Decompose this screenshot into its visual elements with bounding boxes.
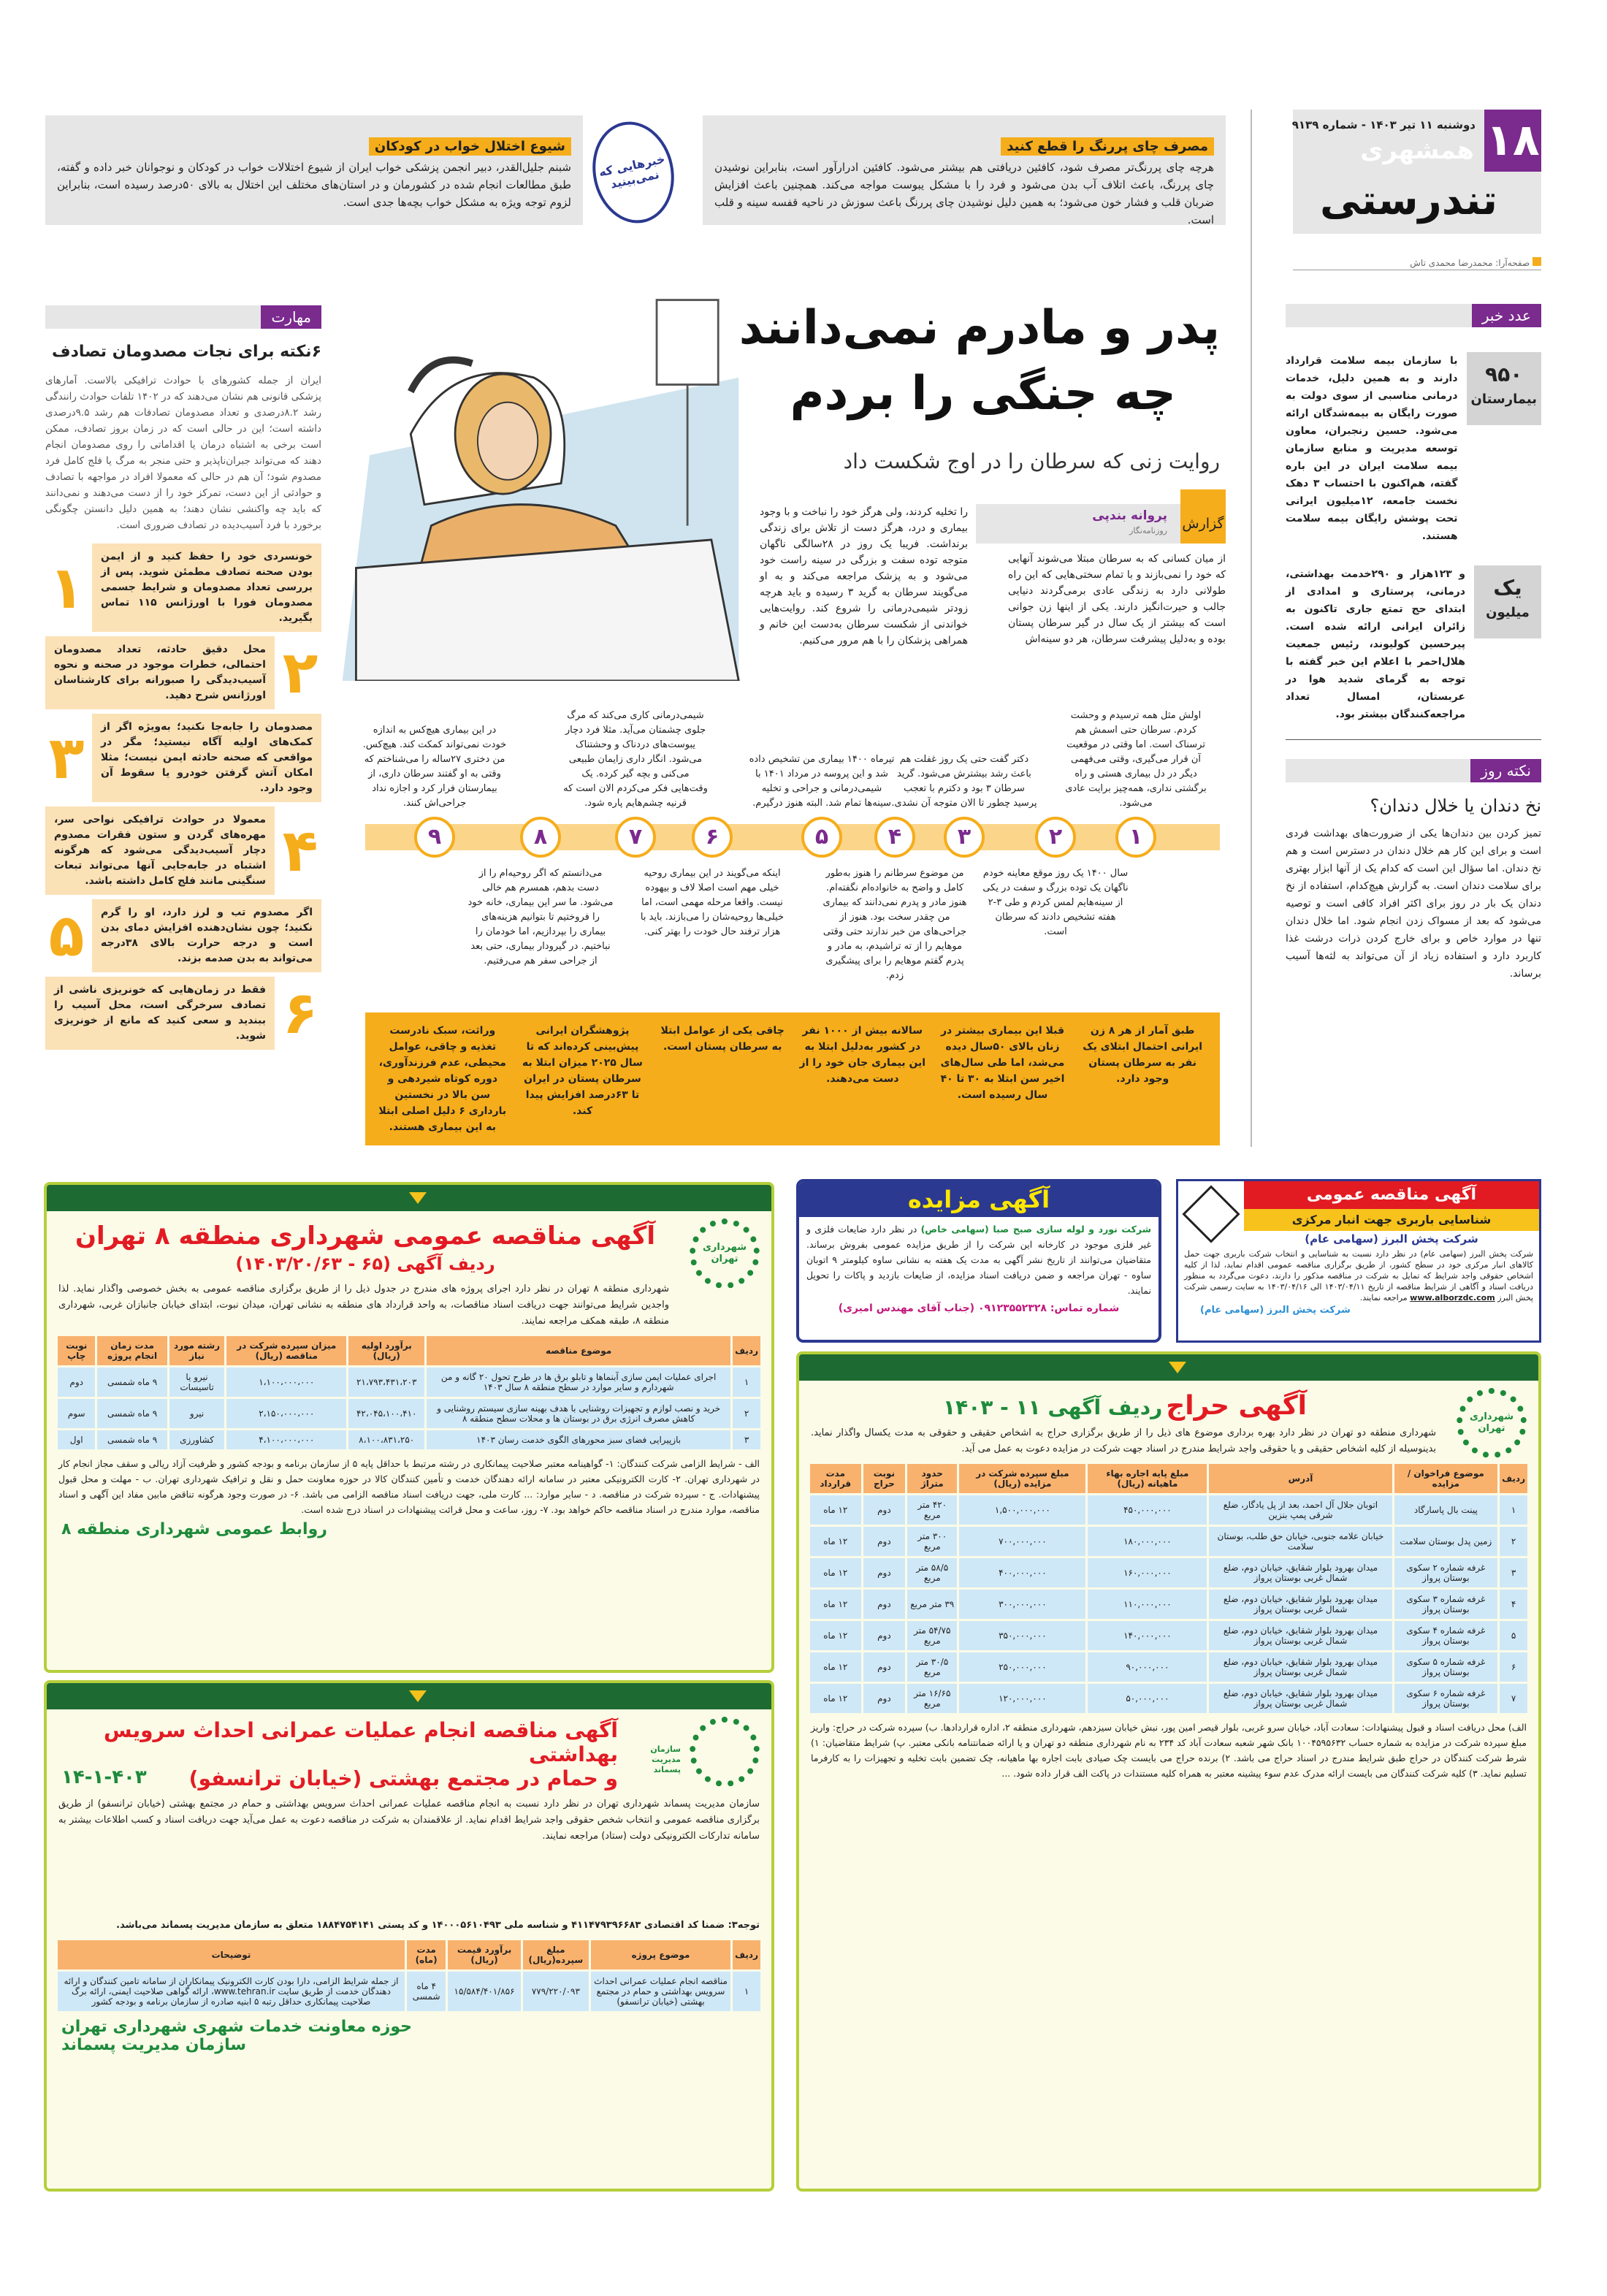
table-header: مبلغ سپرده(ریال) [523,1940,589,1969]
author-name: پروانه بندپی [1092,508,1167,523]
tip-card [45,806,321,895]
author-role: روزنامه‌نگار [1129,526,1167,535]
table-cell: میدان بهرود بلوار شقایق، خیابان دوم، ضلع شمال غربی بوستان پرواز [1209,1621,1392,1650]
tehran-municipality-seal: شهرداری تهران [690,1218,760,1289]
feature-col-1: از میان کسانی که به سرطان مبتلا می‌شوند آنهایی که خود را نمی‌بازند و با تمام سختی‌هایی که این راه طولانی دارد به زندگی عادی برمی‌گردند دنیایی جالب و حیرت‌انگیز دارند. یکی از اینها زن جوانی است که بیشتر از یک سال در گیر سرطان پستان بوده و به‌دلیل پیشرفت سرطان، هر دو سینه‌اش [1008,553,1226,645]
table-cell: بازپیرایی فضای سبز محورهای الگوی خدمت رسان ۱۴۰۳ [427,1430,730,1449]
page-number: ۱۸ [1484,110,1541,172]
table-header: ردیف [1500,1464,1527,1493]
skill-article [45,305,321,1054]
ad-subtitle: ردیف آگهی (۶۵ - ۱۴۰۳/۲۰/۶۳) [235,1254,495,1274]
brief-kicker: مصرف چای پررنگ را قطع کنید [1001,137,1214,156]
table-header: موضوع پروژه [591,1940,730,1969]
table-cell: ۱۲ ماه [810,1527,861,1556]
ad-intro: شهرداری منطقه ۸ تهران در نظر دارد اجرای پروژه های مندرج در جدول ذیل را از طریق برگزاری مناقصه عمومی به بخش خصوصی واگذار نماید. لذا واجدین شرایط می‌توانند جهت دریافت اسناد مناقصات، به واحد قرارداد های منطقه به نشانی تهران، میدان نبوت، ابتدای خیابان جانبازان غربی، شهرداری منطقه ۸، طبقه همکف مراجعه نمایند. [58,1284,669,1327]
number-news [1286,304,1541,723]
headline-line-1: پدر و مادرم نمی‌دانند [738,301,1220,355]
table-cell: ۱۲ ماه [810,1590,861,1619]
table-cell: ۶ [1500,1652,1527,1682]
timeline-step-number: ۸ [520,817,561,858]
table-cell: غرفه شماره ۴ سکوی بوستان پرواز [1394,1621,1498,1650]
tip-text-box [45,806,275,895]
table-cell: ۱ [1500,1495,1527,1525]
fact-item: پژوهشگران ایرانی پیش‌بینی کرده‌اند که تا سال ۲۰۲۵ میزان ابتلا به سرطان پستان در ایران تا ۶۳درصد افزایش پیدا کند. [522,1025,643,1117]
table-row [810,1527,1527,1556]
table-cell: ۴۲۰ متر مربع [907,1495,957,1525]
table-cell: کشاورزی [169,1430,224,1449]
brief-child-sleep [45,115,583,225]
timeline-step-text: می‌دانستم که اگر روحیه‌ام را از دست بدهم، همسرم هم خالی می‌شود. ما سر این بیماری، خانه خود را فروختیم تا بتوانیم هزینه‌های بیماری را بپردازیم، اما خودمان را نباختیم. در گیرودار بیماری، حتی بعد از جراحی سفر هم می‌رفتیم. [467,868,614,966]
ad-region2-auction [796,1351,1541,2192]
ad-body-end: مراجعه نمایند. [1359,1293,1408,1303]
table-cell: ۷۷۹/۲۲۰/۰۹۳ [523,1972,589,2011]
badge-text: خبرهایی که نمی‌بینید [598,151,666,191]
feature-headline [739,295,1220,427]
table-cell: ۵۰,۰۰۰,۰۰۰ [1088,1684,1207,1713]
divider [1286,739,1541,740]
table-cell: میدان بهرود بلوار شقایق، خیابان دوم، ضلع شمال غربی بوستان پرواز [1209,1684,1392,1713]
table-cell: غرفه شماره ۵ سکوی بوستان پرواز [1394,1652,1498,1682]
illustration-patient [329,272,752,681]
table-row [58,1399,760,1428]
fact-item: چاقی یکی از عوامل ابتلا به سرطان پستان است. [660,1025,785,1053]
table-cell: غرفه شماره ۳ سکوی بوستان پرواز [1394,1590,1498,1619]
timeline-step-number: ۲ [1035,817,1076,858]
fact-item: وراثت، سبک نادرست تغذیه و چاقی، عوامل محیطی، عدم فرزندآوری، دوره کوتاه شیردهی و سن بالا در نخستین بارداری ۶ دلیل اصلی ابتلا به این بیماری هستند. [378,1025,507,1133]
table-cell: دوم [863,1527,906,1556]
tip-number: ۶ [282,979,318,1047]
waste-table [56,1938,763,2013]
table-header: نوبت حراج [863,1464,906,1493]
table-cell: ۵ [1500,1621,1527,1650]
section-tag: مهارت [261,305,321,329]
timeline-step-text: دکتر گفت حتی یک روز غفلت هم باعث رشد بیشترش می‌شود. گرید سرطان ۳ بود و دکترم با تعجب پرسید چطور تا الان متوجه آن نشدی. [891,754,1037,809]
table-cell: میدان بهرود بلوار شقایق، خیابان دوم، ضلع شمال غربی بوستان پرواز [1209,1652,1392,1682]
table-cell: ۳۹ متر مربع [907,1590,957,1619]
table-cell: دوم [863,1652,906,1682]
table-cell: ۱ [733,1972,760,2011]
ad-conditions: الف) محل دریافت اسناد و قبول پیشنهادات: سعادت آباد، خیابان سرو غربی، بلوار قیصر امین پور، نبش خیابان سیزدهم، شهرداری منطقه ۲، اداره قراردادها. ب) سپرده شرکت در حراج: واریز مبلغ سپرده شرکت در مزایده به شماره حساب ۱۰۰۴۵۹۵۶۳۲ بانک شهر شعبه سعادت آباد کد ۲۳۴ به نام شهرداری منطقه دو تهران و یا ارائه ضمانتنامه بانکی معتبر. پ) شرایط متقاضیان: ۱) شرط شرکت کنندگان در حراج طبق شرایط مندرج در اسناد حراج می باشد. ۲) برنده حراج می بایست چک صیادی بابت اجاره بها ماهیانه، چک تضمین بابت تخلیه و تجهیزات را به کارفرما تسلیم نماید. ۳) کلیه شرکت کنندگان می بایست ارائه مدرک عدم سوء پیشینه معتبر به همراه کلیه مستندات در پاکت الف قرار داده شود. ... [811,1722,1527,1779]
skill-intro: ایران از جمله کشورهای با حوادث ترافیکی بالاست. آمارهای پزشکی قانونی هم نشان می‌دهند که در ۱۴۰۲ تلفات حوادث رانندگی رشد ۸.۲درصدی و تعداد مصدومان تصادفات هم رشد ۹.۵درصدی داشته است؛ این در حالی است که در زمان بروز تصادف، ممکن است برخی به اشتباه درمان یا اقداماتی را روی مصدومان انجام دهند که می‌تواند جبران‌ناپذیر و حتی منجر به مرگ یا فلج کامل فرد مصدوم شود؛ آن هم در حالی که معمولا افراد در مواجهه با تصادف و حوادثی از این دست، تمرکز خود را از دست می‌دهند و نمی‌دانند که باید چه واکنشی نشان دهند؛ به همین دلیل دانستن چگونگی برخورد با فرد آسیب‌دیده در تصادف ضروری است. [45,375,321,531]
table-cell: نیرو [169,1399,224,1428]
tip-text: معمولا در حوادث ترافیکی نواحی سر، مهره‌های گردن و ستون فقرات مصدوم دچار آسیب‌دیدگی می‌شود که هرگونه اشتباه در جابه‌جایی آنها می‌تواند تبعات سنگینی مانند فلج کامل داشته باشد. [54,814,266,887]
table-row [58,1430,760,1449]
table-header: ردیف [733,1940,760,1969]
tip-card [45,977,321,1050]
ad-contact: شماره تماس: ۰۹۱۲۳۵۵۲۳۲۸ (جناب آقای مهندس امیری) [838,1303,1120,1314]
timeline-step-text: سال ۱۴۰۰ یک روز موقع معاینه خودم ناگهان یک توده بزرگ و سفت در یکی از سینه‌هایم لمس کردم و طی ۳-۲ هفته تشخیص دادند که سرطان است. [982,868,1129,937]
table-cell: دوم [863,1684,906,1713]
number-body: و ۱۲۳هزار و ۲۹۰خدمت بهداشتی، درمانی، پرستاری و امدادی از ابتدای حج تمتع جاری تاکنون به زائران ایرانی ارائه شده است. پیرحسین کولیوند، رئیس جمعیت هلال‌احمر با اعلام این خبر گفته با توجه به گرمای شدید هوا در عربستان، امسال تعداد مراجعه‌کنندگان بیشتر بود. [1286,568,1466,720]
table-cell: ۴ ماه شمسی [407,1972,446,2011]
headline-line-2: چه جنگی را بردم [790,367,1176,421]
report-label: گزارش [1180,489,1226,544]
table-cell: سوم [58,1399,95,1428]
ad-intro: شهرداری منطقه دو تهران در نظر دارد بهره برداری موضوع های ذیل را از طریق برگزاری حراج به اشخاص حقیقی و حقوقی به مدت یکسال واگذار نماید. بدینوسیله از کلیه اشخاص حقیقی و یا حقوقی واجد شرایط مندرج در اسناد جهت شرکت در مزایده دعوت به عمل می آید. [811,1427,1436,1454]
table-cell: غرفه شماره ۲ سکوی بوستان پرواز [1394,1558,1498,1587]
table-cell: دوم [863,1621,906,1650]
table-cell: ۹ ماه شمسی [97,1368,167,1397]
ad-signature: شرکت پخش البرز (سهامی عام) [1200,1305,1351,1316]
date-line: دوشنبه ۱۱ تیر ۱۴۰۳ - شماره ۹۱۳۹ [1291,118,1476,131]
ad-body: شرکت پخش البرز (سهامی عام) در نظر دارد نسبت به شناسایی و انتخاب شرکت باربری جهت حمل کالاهای انبار مرکزی خود در سطح کشور، از طریق برگزاری مناقصه عمومی اقدام نماید، لذا از کلیه اشخاص حقوقی واجد شرایط که تمایل به شرکت در مناقصه مذکور را دارند، دعوت می‌گردد به منظور دریافت اسناد و آگاهی از شرایط مناقصه از تاریخ ۱۴۰۳/۰۴/۱۱ الی ۱۴۰۳/۰۴/۱۶ به سایت رسمی شرکت پخش البرز [1184,1249,1533,1303]
table-header: مدت (ماه) [407,1940,446,1969]
table-cell: ۲۵۰,۰۰۰,۰۰۰ [959,1652,1085,1682]
table-cell: ۱۲۰,۰۰۰,۰۰۰ [959,1684,1085,1713]
table-cell: ۱۶/۶۵ متر مربع [907,1684,957,1713]
ad-website[interactable]: www.alborzdc.com [1410,1293,1495,1303]
table-header: مبلغ پایه اجاره بهاء ماهیانه (ریال) [1088,1464,1207,1493]
skill-title: ۶نکته برای نجات مصدومان تصادف [52,343,321,361]
ad-auction-sobh-saba [796,1179,1161,1343]
table-cell: ۳۰۰,۰۰۰,۰۰۰ [959,1590,1085,1619]
table-cell: ۹ ماه شمسی [97,1430,167,1449]
tip-number: ۱ [48,553,85,622]
fact-item: طبق آمار از هر ۸ زن ایرانی احتمال ابتلای یک نفر به سرطان پستان وجود دارد. [1083,1025,1203,1085]
table-header: آدرس [1209,1464,1392,1493]
table-cell: ۲۱،۷۹۳،۴۳۱،۲۰۳ [348,1368,424,1397]
timeline-step-number: ۱ [1115,817,1156,858]
tip-text: خونسردی خود را حفظ کنید و از ایمن بودن صحنه تصادف مطمئن شوید. پس از بررسی تعداد مصدومان و شرایط جسمی مصدومان فورا با اورژانس ۱۱۵ تماس بگیرید. [101,551,313,624]
table-cell: ۳۰/۵ متر مربع [907,1652,957,1682]
ad-alborz-tender [1176,1179,1541,1343]
badge-unseen-news [584,114,684,231]
table-row [810,1652,1527,1682]
table-cell: ۱ [733,1368,760,1397]
fact-item: قبلا این بیماری بیشتر در زنان بالای ۵۰سال دیده می‌شد، اما طی سال‌های اخیر سن ابتلا به ۳۰ تا ۴۰ سال رسیده است. [940,1025,1065,1101]
tip-of-day [1286,759,1541,983]
table-cell: ۱۱۰,۰۰۰,۰۰۰ [1088,1590,1207,1619]
number-item [1286,565,1541,723]
alborz-logo [1178,1181,1244,1247]
table-cell: اتوبان جلال آل احمد، بعد از پل یادگار، ضلع شرقی پمپ بنزین [1209,1495,1392,1525]
tip-card [45,714,321,802]
section-tag: نکته روز [1470,759,1541,782]
table-cell: اجرای عملیات ایمن سازی آبنماها و تابلو برق ها در طرح تحول ۲۰ گانه و من شهردارم و سایر موارد در سطح منطقه ۸ سال ۱۴۰۳ [427,1368,730,1397]
table-cell: دوم [863,1590,906,1619]
table-cell: ۱۲ ماه [810,1684,861,1713]
table-cell: ۱۲ ماه [810,1621,861,1650]
designer-name: صفحه‌آرا: محمدرضا محمدی تاش [1410,258,1530,268]
table-cell: ۱۶۰,۰۰۰,۰۰۰ [1088,1558,1207,1587]
table-header: موضوع فراخوان / مزایده [1394,1464,1498,1493]
table-cell: ۱۲ ماه [810,1652,861,1682]
table-header: حدود متراژ [907,1464,957,1493]
ad-waste-management-tender [44,1680,774,2192]
designer-credit [1293,257,1541,270]
table-cell: ۳ [1500,1558,1527,1587]
table-header: میزان سپرده شرکت در مناقصه (ریال) [226,1336,346,1365]
table-cell: ۹۰,۰۰۰,۰۰۰ [1088,1652,1207,1682]
table-cell: ۱۵/۵۸۴/۴۰۱/۸۵۶ [448,1972,520,2011]
ad-company: شرکت پخش البرز (سهامی عام) [1305,1232,1478,1246]
tip-text-box [45,636,275,709]
table-cell: ۷ [1500,1684,1527,1713]
table-cell: ۱۸۰,۰۰۰,۰۰۰ [1088,1527,1207,1556]
table-cell: ۳ [733,1430,760,1449]
table-cell: خیابان علامه جنوبی، خیابان حق طلب، بوستان سلامت [1209,1527,1392,1556]
ad-signature-1: حوزه معاونت خدمات شهری شهرداری تهران [61,2018,412,2036]
tip-number: ۲ [282,638,318,706]
auction-table [808,1462,1530,1715]
tip-number: ۵ [48,901,85,969]
table-row [810,1495,1527,1525]
table-cell: ۲ [733,1399,760,1428]
ad-subtitle: ردیف آگهی ۱۱ - ۱۴۰۳ [943,1395,1163,1419]
ad-subtitle: شناسایی باربری جهت انبار مرکزی [1244,1209,1539,1231]
table-row [58,1368,760,1397]
feature-col-2: را تخلیه کردند، ولی هرگز خود را نباخت و با وجود بیماری و درد، هرگز دست از تلاش برای زندگی برنداشت. فریبا یک روز در ۲۸سالگی ناگهان متوجه توده سفت و بزرگی در سینه راست خود می‌شود و به پزشک مراجعه می‌کند و به او می‌گویند سرطان به گرید ۳ رسیده و باید هرچه زودتر شیمی‌درمانی را شروع کند. روایت‌هایی خواندنی از شکست سرطان به‌دست این خانم و همراهی پزشکان را با هم مرور می‌کنیم. [760,506,968,647]
timeline-step-number: ۶ [692,817,733,858]
region8-table [56,1334,763,1452]
facts-box [365,1012,1220,1145]
ad-conditions: الف - شرایط الزامی شرکت کنندگان: ۱- گواهینامه معتبر صلاحیت پیمانکاری در رشته مرتبط با حداقل پایه ۵ از سازمان برنامه و بودجه کشور و ظرفیت آزاد ریالی و سقف مجاز انجام کار در شهرداری تهران. ۲- کارت الکترونیکی معتبر در سامانه ارائه دهندگان خدمت و تأمین کنندگان کالا در حوزه معاونت حمل و نقل و ترافیک شهرداری تهران. ب - مهلت و محل قبول پیشنهادات. ج - سپرده شرکت در مناقصه. د - سایر موارد: ... کارت ملی، جهت دریافت اسناد مناقصه الزامی می باشد. ۶- در صورت وجود هرگونه تناقض مابین مفاد این آگهی و اسناد مناقصه، موارد مندرج در اسناد مناقصه حاکم خواهد بود. ۷- روز، ساعت و محل قرائت پیشنهادات در اسناد درج شده است. [58,1458,760,1515]
table-cell: ۲ [1500,1527,1527,1556]
byline [976,504,1226,544]
table-cell: ۳۰۰ متر مربع [907,1527,957,1556]
tip-number: ۴ [282,816,318,885]
number-item [1286,352,1541,545]
timeline-step-number: ۷ [615,817,656,858]
table-header: مدت زمان انجام پروژه [97,1336,167,1365]
seal-caption: سازمان مدیریت پسماند [650,1744,681,1774]
tehran-municipality-seal [690,1717,760,1787]
table-row [58,1972,760,2011]
tip-number: ۳ [48,723,85,792]
table-header: نوبت چاپ [58,1336,95,1365]
table-cell: ۳۵۰,۰۰۰,۰۰۰ [959,1621,1085,1650]
tip-card [45,899,321,972]
tip-text: اگر مصدوم تب و لرز دارد، او را گرم نکنید؛ چون نشان‌دهنده افزایش دمای بدن است و درجه حرارت بالای ۳۸درجه می‌تواند به بدن صدمه بزند. [101,907,313,964]
ad-intro: سازمان مدیریت پسماند شهرداری تهران در نظر دارد نسبت به انجام مناقصه عملیات عمرانی احداث سرویس بهداشتی و حمام در مجتمع بهشتی (خیابان ترانسفو) از طریق برگزاری مناقصه عمومی و انتخاب شخص حقوقی واجد شرایط اقدام نماید. از علاقمندان به شرکت در مناقصه دعوت به عمل می‌آید جهت دریافت اسناد و کسب اطلاعات بیشتر به سامانه تدارکات الکترونیکی دولت (ستاد) مراجعه نمایند. [58,1799,760,1842]
timeline-step-number: ۵ [801,817,842,858]
table-row [810,1558,1527,1587]
table-cell: ۱،۱۰۰،۰۰۰،۰۰۰ [226,1368,346,1397]
timeline-step-number: ۳ [944,817,985,858]
table-header: توضیحات [58,1940,405,1969]
ad-title: آگهی مناقصه عمومی [1244,1181,1539,1209]
table-cell: نیرو یا تاسیسات [169,1368,224,1397]
table-cell: ۴۵۰,۰۰۰,۰۰۰ [1088,1495,1207,1525]
timeline-step-text: من موضوع سرطانم را هنوز به‌طور کامل و واضح به خانواده‌ام نگفته‌ام. هنوز مادر و پدرم نمی‌دانند که بیماری من چقدر سخت بود. هنوز از جراحی‌های من خبر ندارند حتی وقتی موهایم را از ته تراشیدم، به مادر و پدرم گفتم موهایم را برای پیشگیری زدم. [822,868,967,981]
patient-in-bed-illustration [329,272,752,681]
section-tag: عدد خبر [1472,304,1541,327]
masthead [1293,110,1541,234]
tips-list [45,544,321,1050]
ad-title: آگهی حراج [1166,1391,1307,1421]
tip-text-box [92,714,321,802]
brief-kicker: شیوع اختلال خواب در کودکان [369,137,571,156]
timeline-band [365,824,1220,850]
tip-text-box [45,977,275,1050]
table-row [810,1621,1527,1650]
number-value: ۹۵۰ [1485,362,1523,386]
number-value: یک [1493,576,1522,600]
timeline-step-text: شیمی‌درمانی کاری می‌کند که مرگ جلوی چشمتان می‌آید. مثلا فرد دچار یبوست‌های دردناک و وحشتناک می‌شود. انگار داری زایمان طبیعی می‌کنی و بچه گیر کرده. یک وقت‌هایی فکر می‌کردم الان است که قرنیه چشم‌هایم پاره شود. [563,710,708,809]
table-cell: ۱۴۰,۰۰۰,۰۰۰ [1088,1621,1207,1650]
ad-title: آگهی مزایده [799,1182,1159,1217]
ad-body: در نظر دارد ضایعات فلزی و غیر فلزی موجود در کارخانه این شرکت را از طریق مزایده عمومی بفروش برساند. متقاضیان می‌توانند از تاریخ نشر آگهی به مدت یک هفته به نشانی ساوه کیلومتر ۹ اتوبان ساوه - تهران مراجعه و ضمن دریافت اسناد مزایده، از ضایعات بازدید و پاکات را تحویل نمایند. [806,1224,1151,1296]
ad-title-line-1: آگهی مناقصه انجام عملیات عمرانی احداث سرویس بهداشتی [104,1718,618,1766]
table-cell: ۲،۱۵۰،۰۰۰،۰۰۰ [226,1399,346,1428]
timeline-step-text: تیرماه ۱۴۰۰ بیماری من تشخیص داده شد و این پروسه در مرداد ۱۴۰۱ با شیمی‌درمانی و جراحی و تخلیه سینه‌ها تمام شد. البته هنوز درگیرم. [749,754,895,809]
fact-item: سالانه بیش از ۱۰۰۰ نفر در کشور به‌دلیل ابتلا به این بیماری جان خود را از دست می‌دهند. [799,1025,926,1085]
brief-body: شبنم جلیل‌القدر، دبیر انجمن پزشکی خواب ایران از شیوع اختلالات خواب در کودکان و نوجوانان خبر داده و گفته، طبق مطالعات انجام شده در کشورمان و در استان‌های مختلف این اختلال به بالای ۵۰درصد رسیده است، بنابراین لزوم توجه ویژه به مشکل خواب بچه‌ها جدی است. [57,161,572,209]
tehran-municipality-seal: شهرداری تهران [1457,1388,1527,1458]
table-header: برآورد قیمت (ریال) [448,1940,520,1969]
timeline-step-text: در این بیماری هیچ‌کس به اندازه خودت نمی‌تواند کمکت کند. هیچ‌کس. من دختری ۲۷ساله را می‌شناختم که وقتی به او گفتند سرطان داری، از بیمارستان فرار کرد و اجازه نداد جراحی‌اش کنند. [362,725,507,809]
table-row [810,1684,1527,1713]
ad-signature-2: سازمان مدیریت پسماند [61,2036,246,2054]
table-cell: دوم [863,1495,906,1525]
ad-title: آگهی مناقصه عمومی شهرداری منطقه ۸ تهران [75,1221,655,1251]
tip-text: فقط در زمان‌هایی که خونریزی ناشی از تصادف سرخرگی است، محل آسیب را ببندید و سعی کنید که مانع از خونریزی شوید. [54,984,266,1042]
table-cell: ۴۰۰,۰۰۰,۰۰۰ [959,1558,1085,1587]
table-header: ردیف [733,1336,760,1365]
timeline-step-text: اینکه می‌گویند در این بیماری روحیه خیلی مهم است اصلا لاف و بیهوده نیست. واقعا مرحله مهمی است، اما خیلی‌ها روحیه‌شان را می‌بازند. باید با هزار ترفند حال خودت را بهتر کنی. [640,868,785,937]
table-header: مدت قرارداد [810,1464,861,1493]
tip-text-box [92,544,321,632]
paper-logo: همشهری [1360,136,1474,165]
tip-text-box [92,899,321,972]
timeline-step-text: اولش مثل همه ترسیدم و وحشت کردم. سرطان حتی اسمش هم ترسناک است. اما وقتی در موقعیت آن قرار می‌گیری، وقتی می‌فهمی دیگر در دل بیماری هستی و راه برگشتی نداری، همه‌چیز برایت عادی می‌شود. [1065,710,1207,809]
table-cell: زمین پدل بوستان سلامت [1394,1527,1498,1556]
table-cell: ۸،۱۰۰،۸۳۱،۲۵۰ [348,1430,424,1449]
table-cell: مناقصه انجام عملیات عمرانی احداث سرویس بهداشتی و حمام در مجتمع بهشتی (خیابان ترانسفو) [591,1972,730,2011]
ad-title-line-2: و حمام در مجتمع بهشتی (خیابان ترانسفو) [188,1766,618,1790]
section-title: تندرستی [1319,177,1497,224]
timeline-step-number: ۴ [874,817,915,858]
table-cell: ۴،۱۰۰،۰۰۰،۰۰۰ [226,1430,346,1449]
table-row [810,1590,1527,1619]
ad-company: شرکت نورد و لوله سازی صبح صبا (سهامی خاص) [920,1224,1151,1235]
table-header: رشته مورد نیاز [169,1336,224,1365]
table-header: مبلغ سپرده شرکت در مزایده (ریال) [959,1464,1085,1493]
feature-subtitle: روایت زنی که سرطان را در اوج شکست داد [843,449,1220,473]
column-rule [1251,110,1252,1147]
number-unit: میلیون [1486,605,1530,620]
table-cell: میدان بهرود بلوار شقایق، خیابان دوم، ضلع شمال غربی بوستان پرواز [1209,1590,1392,1619]
tip-card [45,544,321,632]
number-body: با سازمان بیمه سلامت قرارداد دارند و به همین دلیل، خدمات درمانی مناسبی از سوی دولت به صورت رایگان به بیمه‌شدگان ارائه می‌شود. حسین رنجبران، معاون توسعه مدیریت و منابع سازمان بیمه سلامت ایران در این باره گفته، هم‌اکنون با احتساب ۳ دهک نخست جامعه، ۱۲میلیون ایرانی تحت پوشش رایگان بیمه سلامت هستند. [1286,355,1458,542]
table-cell: ۹ ماه شمسی [97,1399,167,1428]
table-cell: دوم [58,1368,95,1397]
table-cell: ۵۸/۵ متر مربع [907,1558,957,1587]
tip-text: مصدومان را جابه‌جا نکنید؛ به‌ویژه اگر از کمک‌های اولیه آگاه نیستید؛ مگر در مواقعی که صحنه حادثه ایمن نیست؛ مثلا امکان آتش گرفتن خودرو یا سقوط آن وجود دارد. [101,721,313,794]
ad-code: ۱۴-۱-۴۰۳ [61,1766,147,1788]
tip-body: تمیز کردن بین دندان‌ها یکی از ضرورت‌های بهداشت فردی است و برای این کار هم خلال دندان در دسترس است و هم نخ دندان. اما سؤال این است که کدام یک از آنها ابزار بهتری برای سلامت دندان است. به گزارش هیچ‌کدام، استفاده از نخ دندان یک بار در روز برای اکثر افراد کافی است و توصیه می‌شود که بعد از مسواک زدن انجام شود. اما خلال دندان تنها در موارد خاص و برای خارج کردن ذرات درشت غذا کاربرد دارد و استفاده زیاد از آن می‌تواند به لثه‌ها آسیب برساند. [1286,828,1541,980]
table-cell: ۷۰۰,۰۰۰,۰۰۰ [959,1527,1085,1556]
table-header: برآورد اولیه (ریال) [348,1336,424,1365]
tip-title: نخ دندان یا خلال دندان؟ [1370,796,1541,816]
table-cell: خرید و نصب لوازم و تجهیزات روشنایی با هدف بهینه سازی سیستم روشنایی و کاهش مصرف انرژی برق در بوستان ها و محلات سطح منطقه ۸ [427,1399,730,1428]
table-cell: پینت بال پاسارگاد [1394,1495,1498,1525]
ad-region8-tender [44,1182,774,1673]
table-cell: ۱۲ ماه [810,1558,861,1587]
table-cell: ۱۲ ماه [810,1495,861,1525]
right-column [1286,304,1541,983]
table-cell: دوم [863,1558,906,1587]
table-cell: غرفه شماره ۶ سکوی بوستان پرواز [1394,1684,1498,1713]
table-cell: از جمله شرایط الزامی، دارا بودن کارت الکترونیک پیمانکاران از سامانه تامین کنندگان و ارائه دهندگان خدمت از طریق سایت www.tehran.ir، ارائه گواهی صلاحیت ایمنی، ارائه برگ صلاحیت پیمانکاری حداقل رتبه ۵ ابنیه صادره از سازمان برنامه و بودجه کشور [58,1972,405,2011]
number-unit: بیمارستان [1470,392,1537,407]
table-cell: ۴۲،۰۴۵،۱۰۰،۴۱۰ [348,1399,424,1428]
table-cell: ۴ [1500,1590,1527,1619]
timeline-step-number: ۹ [414,817,455,858]
table-cell: ۱,۵۰۰,۰۰۰,۰۰۰ [959,1495,1085,1525]
tip-text: محل دقیق حادثه، تعداد مصدومان احتمالی، خطرات موجود در صحنه و نحوه آسیب‌دیدگی را صبورانه برای کارشناسان اورژانس شرح دهید. [54,644,266,701]
ad-signature: روابط عمومی شهرداری منطقه ۸ [61,1520,327,1538]
table-cell: اول [58,1430,95,1449]
tip-card [45,636,321,709]
table-cell: ۵۴/۷۵ متر مربع [907,1621,957,1650]
ad-note: توجه۳: ضمنا کد اقتصادی ۴۱۱۴۷۹۳۹۶۶۸۳ و شناسه ملی ۱۴۰۰۰۵۶۱۰۴۹۳ و کد پستی ۱۸۸۴۷۵۴۱۴۱ متعلق به سازمان مدیریت پسماند می‌باشد. [116,1920,760,1931]
table-cell: میدان بهرود بلوار شقایق، خیابان دوم، ضلع شمال غربی بوستان پرواز [1209,1558,1392,1587]
brief-strong-tea [703,115,1226,225]
table-header: موضوع مناقصه [427,1336,730,1365]
brief-body: هرچه چای پررنگ‌تر مصرف شود، کافئین دریافتی هم بیشتر می‌شود. کافئین ادرارآور است، بنابراین نوشیدن چای پررنگ، باعث اتلاف آب بدن می‌شود و فرد را با مشکل یبوست مواجه می‌کند. همچنین باعث افزایش ضربان قلب و فشار خون می‌شود؛ به همین دلیل نوشیدن چای پررنگ باعث سوزش در ناحیه قفسه سینه و قلب است. [714,161,1214,226]
